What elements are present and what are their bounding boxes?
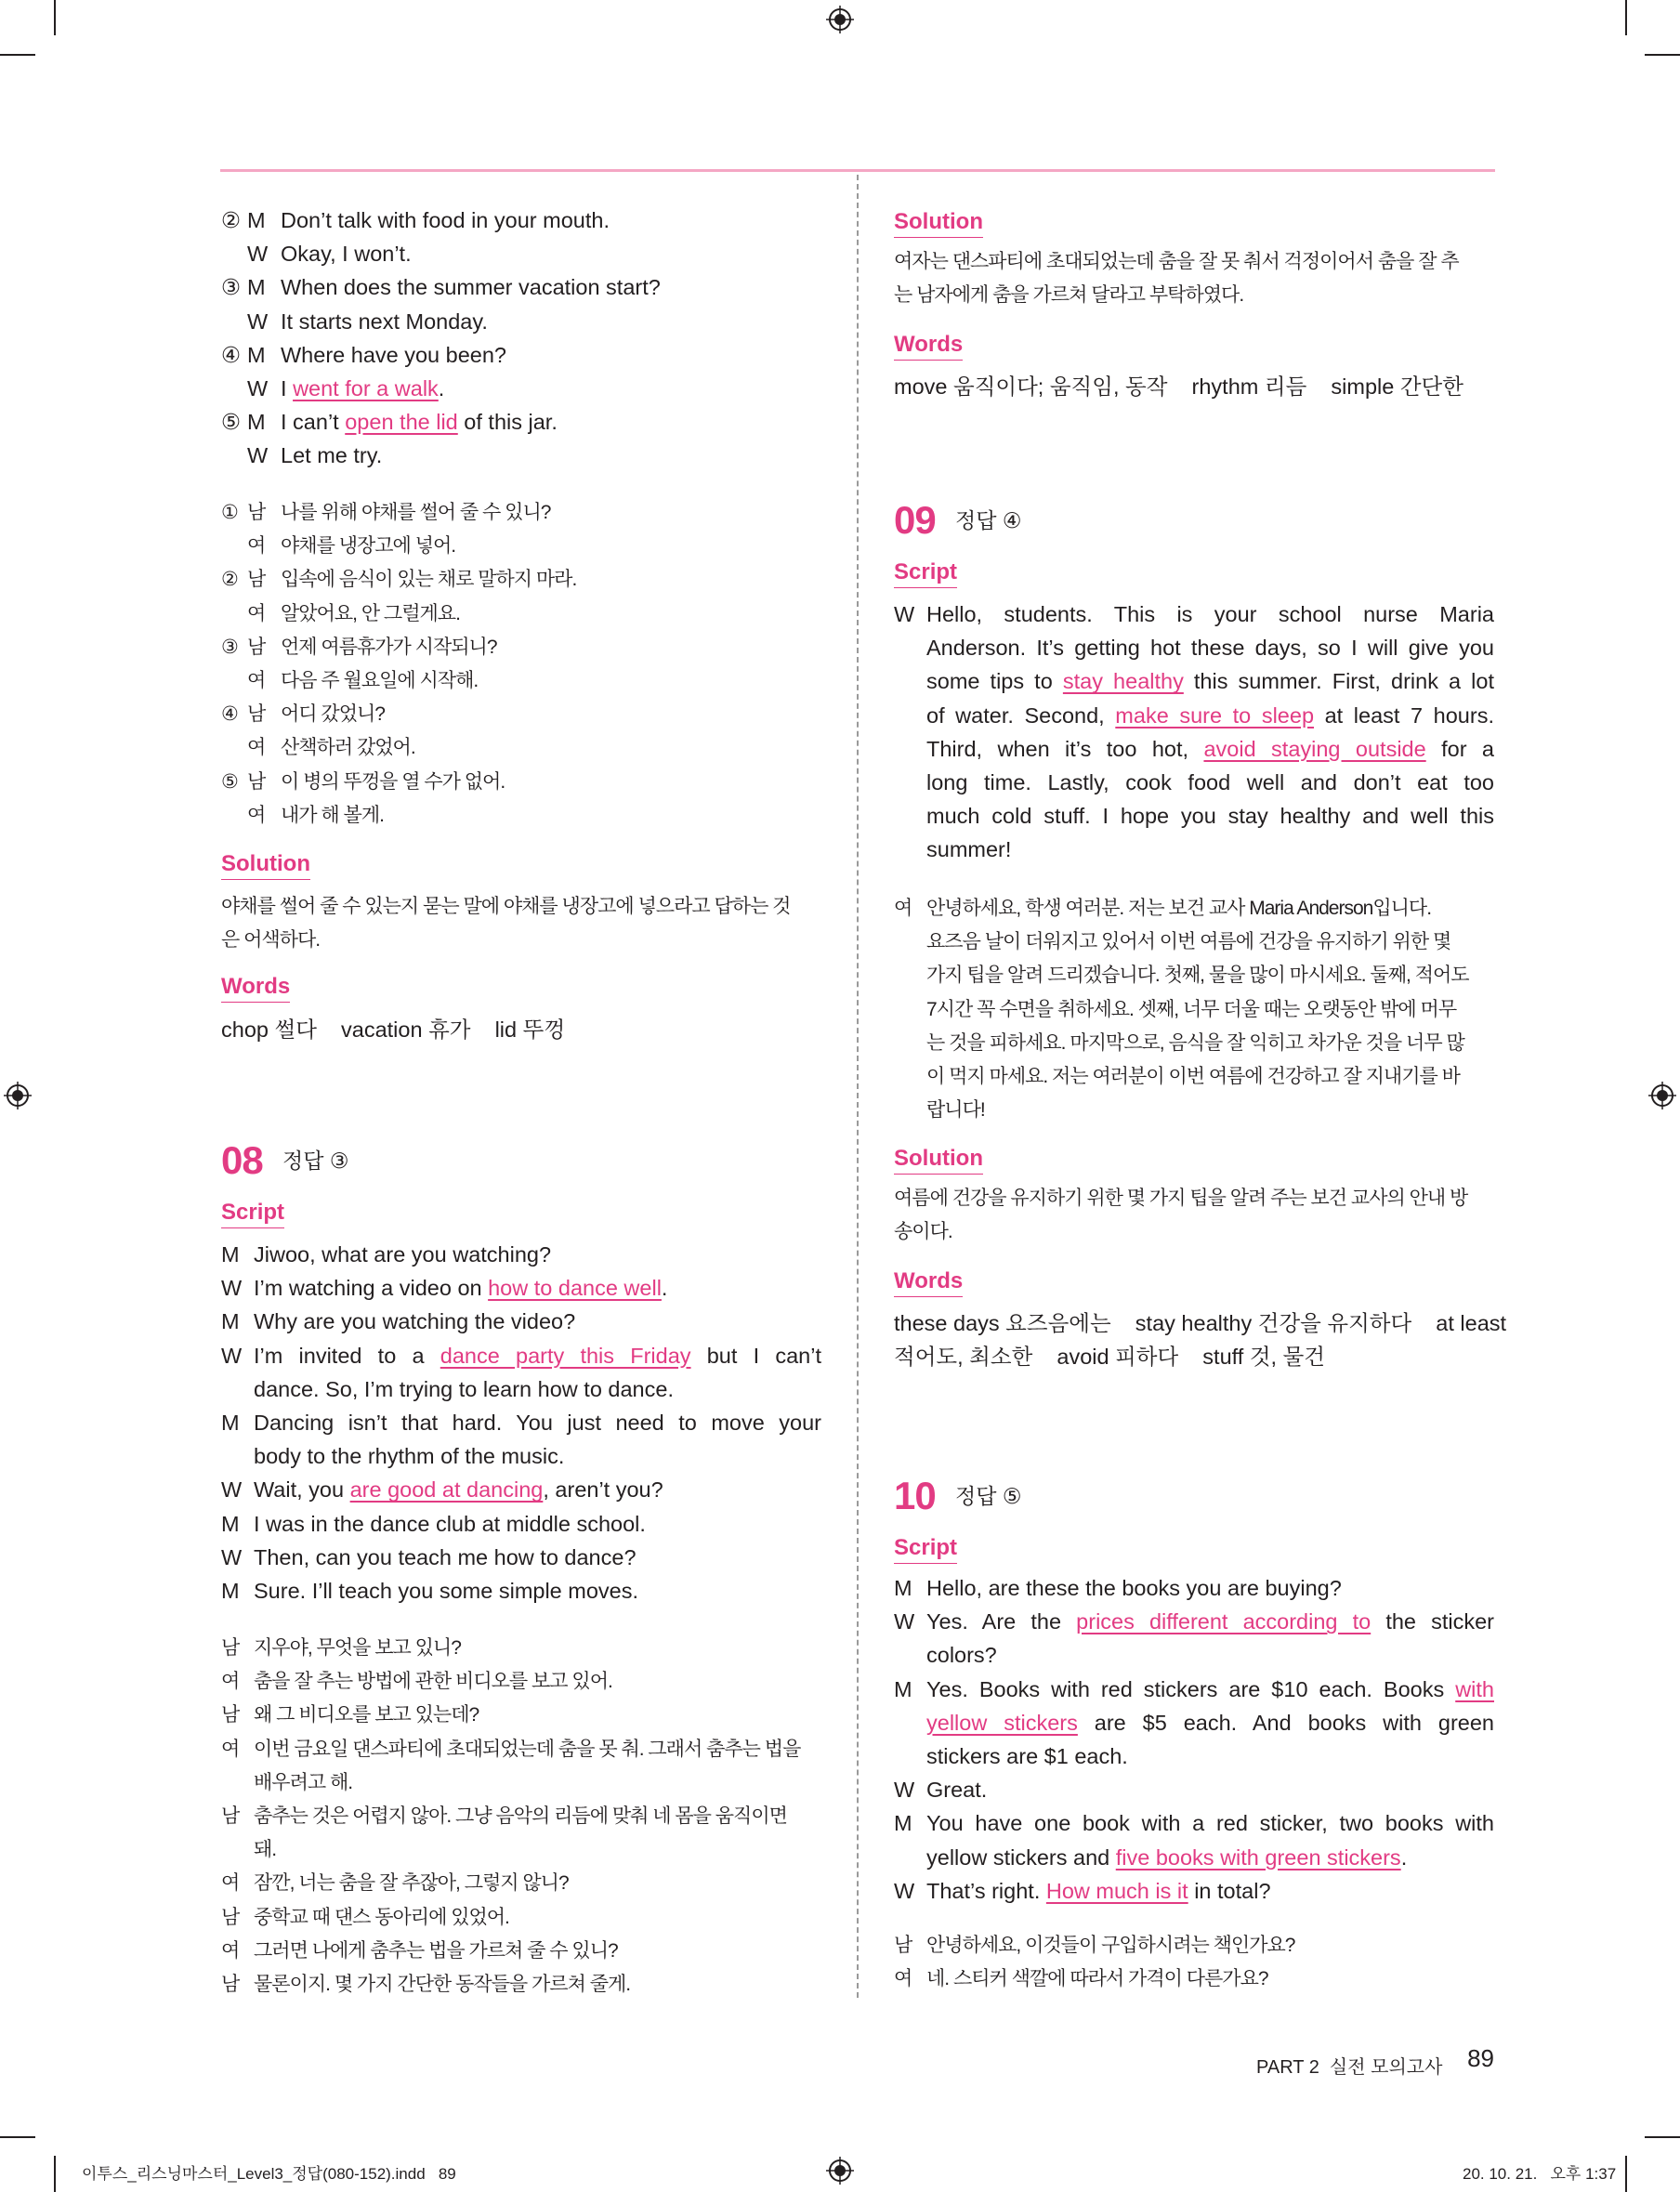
speaker-label: M bbox=[221, 1242, 240, 1267]
speaker-label: M bbox=[247, 208, 266, 232]
line-text: 그러면 나에게 춤추는 법을 가르쳐 줄 수 있니? bbox=[254, 1939, 618, 1962]
speaker-label: W bbox=[247, 242, 269, 267]
highlighted-phrase: How much is it bbox=[1045, 1878, 1188, 1903]
crop-mark bbox=[1645, 54, 1680, 56]
line-text: 내가 해 볼게. bbox=[281, 804, 384, 826]
speaker-label: M bbox=[221, 1579, 240, 1603]
speaker-label: 여 bbox=[221, 1939, 240, 1962]
line-text: long time. Lastly, cook food well and don’t eat too bbox=[926, 770, 1494, 794]
speaker-label: 여 bbox=[247, 670, 266, 691]
line-text: I can’t open the lid of this jar. bbox=[281, 410, 558, 435]
registration-mark-icon bbox=[826, 6, 854, 33]
highlighted-phrase: yellow stickers bbox=[926, 1710, 1078, 1735]
line-text: 춤을 잘 추는 방법에 관한 비디오를 보고 있어. bbox=[254, 1671, 612, 1693]
item-number: ⑤ bbox=[221, 410, 242, 435]
speaker-label: W bbox=[894, 602, 915, 626]
speaker-label: 남 bbox=[221, 1637, 240, 1659]
line-text: 입속에 음식이 있는 채로 말하지 마라. bbox=[281, 569, 577, 591]
speaker-label: M bbox=[221, 1411, 240, 1435]
line-text: body to the rhythm of the music. bbox=[254, 1444, 565, 1469]
line-text: Hello, are these the books you are buying? bbox=[926, 1576, 1342, 1600]
date-slug: 20. 10. 21. 오후 1:37 bbox=[1463, 2165, 1617, 2183]
words-text: chop 썰다 vacation 휴가 lid 뚜껑 bbox=[221, 1017, 566, 1042]
speaker-label: 남 bbox=[247, 770, 266, 793]
highlighted-phrase: stay healthy bbox=[1062, 669, 1184, 694]
solution-text: 여름에 건강을 유지하기 위한 몇 가지 팁을 알려 주는 보건 교사의 안내 방 bbox=[894, 1188, 1468, 1209]
line-text: Yes. Are the prices different according to the sticker bbox=[926, 1609, 1495, 1634]
speaker-label: W bbox=[894, 1609, 915, 1634]
highlighted-phrase: dance party this Friday bbox=[440, 1343, 691, 1368]
item-number: ④ bbox=[221, 703, 238, 726]
line-text: Yes. Books with red stickers are $10 each. Books with bbox=[926, 1676, 1494, 1701]
speaker-label: 여 bbox=[894, 1968, 912, 1990]
line-text: You have one book with a red sticker, two books with bbox=[926, 1811, 1494, 1836]
line-text: yellow stickers and five books with green stickers. bbox=[926, 1844, 1408, 1870]
highlighted-phrase: open the lid bbox=[345, 410, 458, 435]
line-text: yellow stickers are $5 each. And books with green bbox=[926, 1710, 1494, 1735]
line-text: 춤추는 것은 어렵지 않아. 그냥 음악의 리듬에 맞춰 네 몸을 움직이면 bbox=[254, 1805, 787, 1827]
speaker-label: M bbox=[221, 1511, 240, 1536]
part-label: PART 2 실전 모의고사 bbox=[1256, 2057, 1443, 2078]
item-number: ③ bbox=[221, 275, 242, 300]
right-column bbox=[894, 0, 1507, 2044]
line-text: Great. bbox=[926, 1778, 988, 1803]
line-text: some tips to stay healthy this summer. First, drink a lot bbox=[926, 669, 1494, 694]
answer-label: 정답 ④ bbox=[955, 508, 1022, 532]
line-text: dance. So, I’m trying to learn how to dance. bbox=[254, 1376, 674, 1401]
line-text: 요즈음 날이 더워지고 있어서 이번 여름에 건강을 유지하기 위한 몇 bbox=[926, 931, 1451, 953]
line-text: 가지 팁을 알려 드리겠습니다. 첫째, 물을 많이 마시세요. 둘째, 적어도 bbox=[926, 965, 1469, 987]
line-text: I was in the dance club at middle school. bbox=[254, 1511, 646, 1536]
registration-mark-icon bbox=[826, 2157, 854, 2185]
line-text: Hello, students. This is your school nurse Maria bbox=[926, 602, 1494, 626]
line-text: 중학교 때 댄스 동아리에 있었어. bbox=[254, 1906, 509, 1928]
line-text: 네. 스티커 색깔에 따라서 가격이 다른가요? bbox=[926, 1968, 1268, 1990]
highlighted-phrase: five books with green stickers bbox=[1115, 1844, 1401, 1870]
item-number: ④ bbox=[221, 342, 242, 367]
line-text: of water. Second, make sure to sleep at least 7 hours. bbox=[926, 702, 1494, 728]
answer-label: 정답 ③ bbox=[282, 1149, 349, 1173]
registration-mark-icon bbox=[4, 1082, 32, 1109]
solution-text: 은 어색하다. bbox=[221, 929, 321, 951]
highlighted-phrase: went for a walk bbox=[293, 376, 439, 400]
line-text: summer! bbox=[926, 837, 1012, 862]
speaker-label: 여 bbox=[247, 535, 266, 558]
script-heading: Script bbox=[221, 1199, 284, 1228]
speaker-label: 남 bbox=[247, 703, 266, 726]
speaker-label: 남 bbox=[221, 1974, 240, 1995]
item-number: ② bbox=[221, 208, 242, 232]
line-text: 물론이지. 몇 가지 간단한 동작들을 가르쳐 줄게. bbox=[254, 1974, 631, 1995]
speaker-label: 남 bbox=[221, 1704, 240, 1726]
speaker-label: 여 bbox=[247, 737, 266, 759]
speaker-label: 남 bbox=[247, 502, 266, 523]
speaker-label: 여 bbox=[247, 602, 266, 624]
item-number: ⑤ bbox=[221, 770, 238, 793]
highlighted-phrase: are good at dancing bbox=[349, 1477, 544, 1503]
speaker-label: W bbox=[247, 308, 269, 334]
line-text: Anderson. It’s getting hot these days, so I will give you bbox=[926, 636, 1494, 661]
solution-text: 여자는 댄스파티에 초대되었는데 춤을 잘 못 춰서 걱정이어서 춤을 잘 추 bbox=[894, 251, 1459, 272]
line-text: 어디 갔었니? bbox=[281, 703, 385, 726]
solution-heading: Solution bbox=[894, 208, 983, 238]
crop-mark bbox=[0, 54, 35, 56]
words-heading: Words bbox=[894, 1267, 963, 1297]
line-text: I’m watching a video on how to dance well. bbox=[254, 1276, 668, 1301]
speaker-label: W bbox=[221, 1343, 243, 1368]
file-slug: 이투스_리스닝마스터_Level3_정답(080-152).indd 89 bbox=[82, 2165, 456, 2183]
line-text: 는 것을 피하세요. 마지막으로, 음식을 잘 익히고 차가운 것을 너무 많 bbox=[926, 1031, 1464, 1054]
crop-mark bbox=[1625, 0, 1627, 35]
speaker-label: W bbox=[247, 443, 269, 468]
words-heading: Words bbox=[894, 331, 963, 361]
line-text: much cold stuff. I hope you stay healthy and well this bbox=[926, 804, 1494, 829]
speaker-label: 여 bbox=[247, 804, 266, 826]
solution-heading: Solution bbox=[221, 850, 310, 880]
speaker-label: 남 bbox=[247, 569, 266, 591]
speaker-label: 여 bbox=[221, 1872, 240, 1895]
speaker-label: 남 bbox=[894, 1935, 912, 1956]
line-text: 이 병의 뚜껑을 열 수가 없어. bbox=[281, 770, 505, 793]
line-text: When does the summer vacation start? bbox=[281, 275, 661, 300]
highlighted-phrase: prices different according to bbox=[1076, 1609, 1372, 1634]
line-text: Jiwoo, what are you watching? bbox=[254, 1242, 552, 1267]
line-text: 돼. bbox=[254, 1839, 277, 1861]
line-text: 안녕하세요, 학생 여러분. 저는 보건 교사 Maria Anderson입니다. bbox=[926, 898, 1432, 919]
words-heading: Words bbox=[221, 973, 290, 1003]
line-text: 다음 주 월요일에 시작해. bbox=[281, 670, 479, 691]
speaker-label: M bbox=[894, 1676, 912, 1701]
question-number: 09 bbox=[894, 498, 936, 542]
speaker-label: M bbox=[894, 1576, 912, 1600]
registration-mark-icon bbox=[1648, 1082, 1676, 1109]
highlighted-phrase: make sure to sleep bbox=[1115, 702, 1315, 728]
line-text: Okay, I won’t. bbox=[281, 242, 412, 267]
words-text: 적어도, 최소한 avoid 피하다 stuff 것, 물건 bbox=[894, 1345, 1325, 1369]
line-text: It starts next Monday. bbox=[281, 308, 488, 334]
script-heading: Script bbox=[894, 558, 957, 588]
crop-mark bbox=[54, 0, 56, 35]
page-number: 89 bbox=[1467, 2044, 1494, 2072]
speaker-label: M bbox=[894, 1811, 912, 1836]
solution-text: 는 남자에게 춤을 가르쳐 달라고 부탁하였다. bbox=[894, 284, 1244, 306]
answer-label: 정답 ⑤ bbox=[955, 1484, 1022, 1508]
crop-mark bbox=[1625, 2156, 1627, 2192]
line-text: Dancing isn’t that hard. You just need to move your bbox=[254, 1411, 821, 1435]
speaker-label: M bbox=[247, 275, 266, 300]
line-text: 랍니다! bbox=[926, 1099, 985, 1122]
line-text: I’m invited to a dance party this Friday but I can’t bbox=[254, 1343, 821, 1368]
line-text: Third, when it’s too hot, avoid staying outside for a bbox=[926, 736, 1494, 761]
highlighted-phrase: with bbox=[1455, 1676, 1494, 1701]
line-text: stickers are $1 each. bbox=[926, 1744, 1128, 1768]
speaker-label: W bbox=[221, 1276, 243, 1301]
line-text: 왜 그 비디오를 보고 있는데? bbox=[254, 1704, 479, 1726]
line-text: 산책하러 갔었어. bbox=[281, 737, 415, 759]
line-text: 안녕하세요, 이것들이 구입하시려는 책인가요? bbox=[926, 1935, 1295, 1956]
speaker-label: W bbox=[221, 1477, 243, 1503]
line-text: Don’t talk with food in your mouth. bbox=[281, 208, 610, 232]
speaker-label: W bbox=[221, 1544, 243, 1569]
speaker-label: W bbox=[894, 1878, 915, 1903]
speaker-label: M bbox=[221, 1309, 240, 1334]
line-text: 야채를 냉장고에 넣어. bbox=[281, 535, 456, 558]
line-text: Sure. I’ll teach you some simple moves. bbox=[254, 1579, 639, 1603]
line-text: Let me try. bbox=[281, 443, 383, 468]
column-divider bbox=[857, 175, 859, 1998]
line-text: Wait, you are good at dancing, aren’t you? bbox=[254, 1477, 663, 1503]
line-text: 언제 여름휴가가 시작되니? bbox=[281, 636, 497, 658]
item-number: ③ bbox=[221, 636, 238, 658]
speaker-label: M bbox=[247, 410, 266, 435]
speaker-label: 남 bbox=[247, 636, 266, 658]
line-text: 알았어요, 안 그럴게요. bbox=[281, 602, 460, 624]
crop-mark bbox=[54, 2156, 56, 2192]
words-text: move 움직이다; 움직임, 동작 rhythm 리듬 simple 간단한 bbox=[894, 374, 1463, 399]
highlighted-phrase: how to dance well bbox=[488, 1276, 662, 1301]
solution-heading: Solution bbox=[894, 1145, 983, 1175]
speaker-label: 남 bbox=[221, 1906, 240, 1928]
speaker-label: 남 bbox=[221, 1805, 240, 1827]
script-heading: Script bbox=[894, 1534, 957, 1564]
line-text: 나를 위해 야채를 썰어 줄 수 있니? bbox=[281, 502, 551, 523]
speaker-label: 여 bbox=[221, 1738, 240, 1760]
line-text: I went for a walk. bbox=[281, 376, 445, 400]
line-text: Where have you been? bbox=[281, 342, 506, 367]
speaker-label: 여 bbox=[221, 1671, 240, 1693]
line-text: That’s right. How much is it in total? bbox=[926, 1878, 1271, 1903]
line-text: Why are you watching the video? bbox=[254, 1309, 576, 1334]
crop-mark bbox=[1645, 2136, 1680, 2138]
question-number: 10 bbox=[894, 1474, 936, 1517]
speaker-label: 여 bbox=[894, 898, 912, 919]
speaker-label: W bbox=[247, 376, 269, 400]
question-number: 08 bbox=[221, 1138, 263, 1182]
line-text: 이번 금요일 댄스파티에 초대되었는데 춤을 못 춰. 그래서 춤추는 법을 bbox=[254, 1738, 801, 1760]
words-text: these days 요즈음에는 stay healthy 건강을 유지하다 at least bbox=[894, 1311, 1507, 1335]
solution-text: 야채를 썰어 줄 수 있는지 묻는 말에 야채를 냉장고에 넣으라고 답하는 것 bbox=[221, 896, 791, 917]
line-text: colors? bbox=[926, 1643, 997, 1668]
line-text: Then, can you teach me how to dance? bbox=[254, 1544, 637, 1569]
line-text: 잠깐, 너는 춤을 잘 추잖아, 그렇지 않니? bbox=[254, 1872, 569, 1895]
speaker-label: M bbox=[247, 342, 266, 367]
speaker-label: W bbox=[894, 1778, 915, 1803]
item-number: ① bbox=[221, 502, 238, 523]
line-text: 지우야, 무엇을 보고 있니? bbox=[254, 1637, 461, 1659]
crop-mark bbox=[0, 2136, 35, 2138]
line-text: 7시간 꼭 수면을 취하세요. 셋째, 너무 더울 때는 오랫동안 밖에 머무 bbox=[926, 998, 1457, 1020]
left-column bbox=[221, 0, 821, 2044]
item-number: ② bbox=[221, 569, 238, 591]
line-text: 이 먹지 마세요. 저는 여러분이 이번 여름에 건강하고 잘 지내기를 바 bbox=[926, 1066, 1460, 1087]
highlighted-phrase: avoid staying outside bbox=[1203, 736, 1426, 761]
solution-text: 송이다. bbox=[894, 1221, 952, 1242]
line-text: 배우려고 해. bbox=[254, 1771, 353, 1793]
